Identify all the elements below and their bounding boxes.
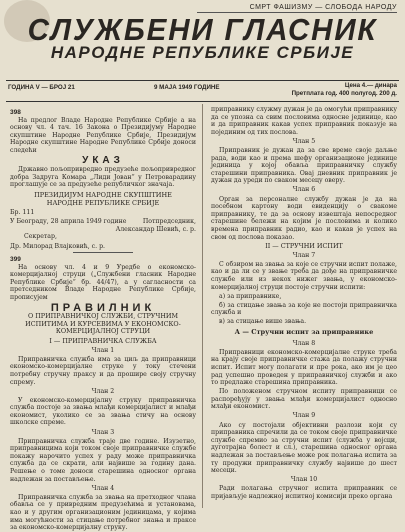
item-number: 398: [10, 109, 21, 116]
subscription: Претплата год. 400 полугод. 200 д.: [291, 90, 397, 97]
paragraph: Приправник је дужан да за све време своје даљње рада, води као и према шефу организационе јединице јединица у којој обавља приправничку службу старешини приправника. Овај дневник приправник је дужан да уреди по сваком месецу оверу.: [211, 146, 397, 185]
list-item: б) за стицање звања за које не постоји приправничка служба и: [211, 301, 397, 317]
slogan: СМРТ ФАШИЗМУ — СЛОБОДА НАРОДУ: [197, 4, 397, 13]
paragraph: На основу чл. 4 и 9 Уредбе о економско-комерцијалној струци („Службени гласник Народне Републике Србије“ бр. 44/47), а у сагласности са претседником Владе Народне Републике Србије, прописујем: [10, 263, 196, 302]
article-heading: Члан 2: [91, 387, 115, 395]
vice-president-role: Потпредседник,: [142, 218, 196, 226]
reference-number: Бр. 111: [10, 209, 35, 217]
signature-row: [10, 218, 196, 226]
gazette-subtitle: НАРОДНЕ РЕПУБЛИКЕ СРБИЈЕ: [50, 43, 355, 62]
paragraph: Приправничка служба за звања на претходног члана обавља се у привредним предузећима и установама, као и у другим организационим јединицама, у којима има могућности за стицање потребног знања и праксе за економско-комерцијалну струку.: [10, 493, 196, 532]
decree-heading: УКАЗ: [82, 154, 124, 166]
paragraph: Ради полагања стручног испита приправник се пријављује надлежној испитној комисији преко органа: [211, 485, 397, 500]
rulebook-title: О ПРИПРАВНИЧКОЈ СЛУЖБИ, СТРУЧНИМ ИСПИТИМА И КУРСЕВИМА У ЕКОНОМСКО-КОМЕРЦИЈАЛНОЈ СТРУЦИ: [25, 312, 181, 336]
column-divider: [202, 104, 203, 508]
paragraph: приправнику служму дужан је да омогући приправнику да се упозна са свим пословима односне јединице, као и да приправник какав успех приправник показује на појединим од тих послова.: [211, 106, 397, 136]
paragraph: Приправничка служба има за циљ да приправници економско-комерцијалне струке у току стечени потребну стручну праксу и да прошире своју стручну спрему.: [10, 355, 196, 386]
paragraph: Државно пољопривредно предузеће пољопривредног добра Задруга Комара „Лиди Јован“ у Петроварадину проглашује се за предузеће републичког значаја.: [10, 166, 196, 189]
secretary-role: Секретар,: [24, 233, 57, 241]
paragraph: По положеном стручном испиту приправници се распоређују у звања млађи комерцијалист односно млађи економист.: [211, 388, 397, 411]
paragraph: Орган за персоналне службу дужан је да на посебном картону води евиденцију о свакоме приправнику, те да за основу извештаја непосредног старешине бележи на којим је пословима и колико времена приправник радио, као и какав је успех на свом од послова показао.: [211, 195, 397, 241]
issue-date: 9 МАЈА 1949 ГОДИНЕ: [154, 84, 220, 91]
issue-number: ГОДИНА V — БРОЈ 21: [8, 84, 75, 91]
list-item: а) за приправнике,: [219, 292, 282, 300]
presidium-line: ПРЕЗИДИЈУМ НАРОДНЕ СКУПШТИНЕ: [34, 190, 172, 199]
paragraph: Ако су постојали објективни разлози који су приправника спречили да се током своје приправничке службе спремио за стручни испит (служба у војсци, дуготрајна болест и сл.), старешина односног органа надлежан за постављење може рок полагања испита за ту продужи приправничку службу највише до шест месеци.: [211, 421, 397, 475]
paragraph: Приправници економско-комерцијалне струке треба на крају своје приправничке стажа да полажу стручни испит. Испит могу полагати и пре рока, ако им је цео рад успешно проведен у приправничкој служби и ако то предлаже старешина приправника.: [211, 348, 397, 387]
article-heading: Члан 4: [91, 484, 115, 492]
article-heading: Члан 7: [292, 251, 316, 259]
rulebook-heading: ПРАВИЛНИК: [50, 301, 156, 314]
secretary-name: Др. Милорад Влајковић, с. р.: [10, 242, 105, 250]
price-info: [292, 82, 397, 98]
article-heading: Члан 9: [292, 412, 316, 420]
left-column: [10, 106, 196, 532]
paragraph: Приправничка служба траје две године. Изузетно, приправницима који током своје приправничке службе покажу нарочито успех у раду може приправничка служба да се скрати, али највише за годину дана. Решење о томе доноси старешина односног органа надлежан за постављење.: [10, 437, 196, 483]
price: Цена 4.— динара: [344, 82, 397, 89]
masthead: [0, 14, 405, 62]
subsection-heading: А — Стручни испит за приправнике: [234, 328, 374, 337]
article-heading: Члан 10: [290, 476, 318, 484]
list-item: в) за стицање више звања.: [219, 318, 307, 326]
paragraph: С обзиром на звања за које се стручни испит полаже, као и да ли се у звање треба да дође на приправничке службе или из некох нижег звања, у економско-комерцијалној струци постоје стручни испити:: [211, 260, 397, 291]
right-column: [211, 106, 397, 508]
gazette-title: СЛУЖБЕНИ ГЛАСНИК: [27, 12, 378, 47]
section-heading: II — СТРУЧНИ ИСПИТ: [265, 242, 343, 251]
article-heading: Члан 8: [292, 339, 316, 347]
presidium-line: НАРОДНЕ РЕПУБЛИКЕ СРБИЈЕ: [46, 198, 160, 207]
separator: [73, 252, 133, 253]
article-heading: Члан 1: [91, 346, 115, 354]
paragraph: На предлог Владе Народне Републике Србије а на основу чл. 4 тач. 16 Закона о Президијуму Народне скупштине Народне Републике Србије, Президијум Народне скупштине Народне Републике Србије доноси следећи: [10, 116, 196, 154]
article-heading: Члан 3: [91, 428, 115, 436]
item-number: 399: [10, 256, 21, 264]
issue-bar: [6, 80, 399, 102]
section-heading: I — ПРИПРАВНИЧКА СЛУЖБА: [49, 337, 157, 346]
paragraph: У економско-комерцијалну струку приправничка служба постоје за звања млађи комерцијалист и млађи економист, уколико се за звања стичу на основу школске спреме.: [10, 396, 196, 427]
place-date: У Београду, 28 априла 1949 године: [10, 218, 127, 226]
vice-president-name: Александар Шевић, с. р.: [115, 225, 196, 233]
article-heading: Члан 5: [292, 137, 316, 145]
article-heading: Члан 6: [292, 186, 316, 194]
